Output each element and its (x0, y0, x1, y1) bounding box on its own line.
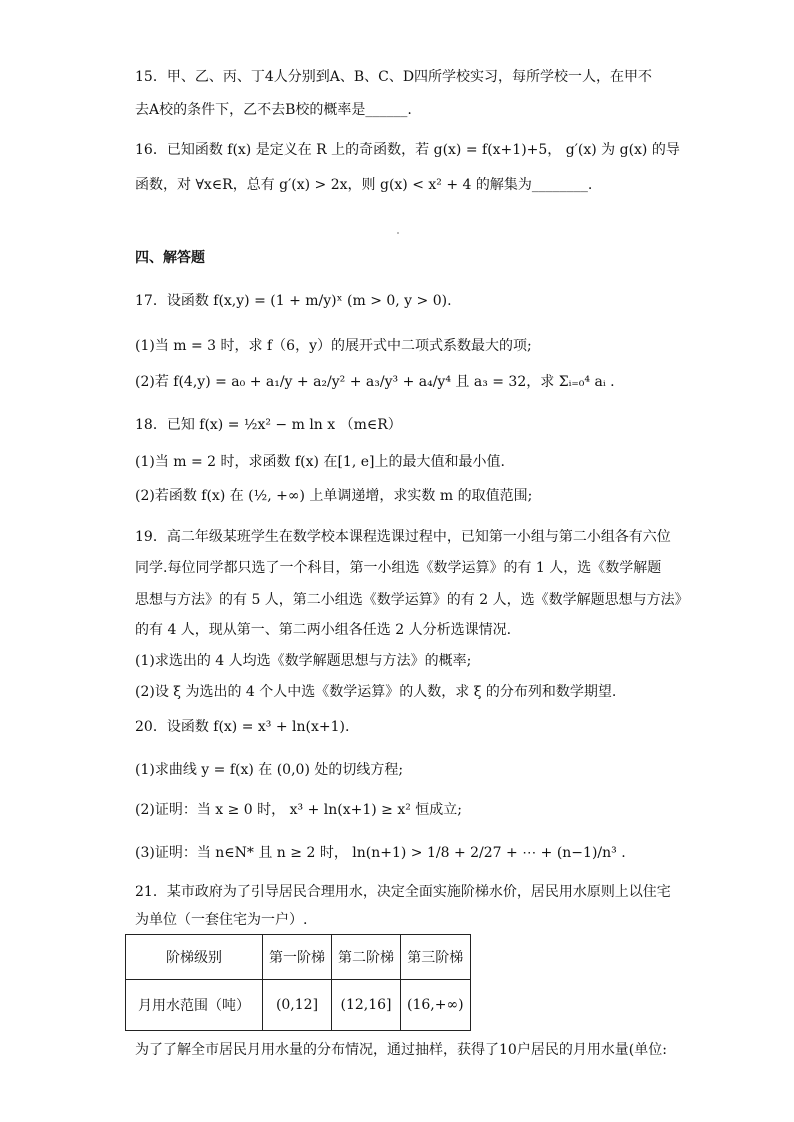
q18-part-2: (2)若函数 f(x) 在 (½, +∞) 上单调递增，求实数 m 的取值范围; (135, 488, 533, 504)
table-header-cell: 阶梯级别 (126, 935, 263, 980)
table-header-cell: 第一阶梯 (263, 935, 332, 980)
q21-line-2: 为单位（一套住宅为一户）. (135, 912, 308, 928)
table-header-cell: 第三阶梯 (401, 935, 471, 980)
q17-part-2: (2)若 f(4,y) = a₀ + a₁/y + a₂/y² + a₃/y³ + a₄/y⁴ 且 a₃ = 32，求 Σᵢ₌₀⁴ aᵢ . (135, 374, 615, 390)
q19-line-1: 19．高二年级某班学生在数学校本课程选课过程中，已知第一小组与第二小组各有六位 (135, 529, 671, 545)
q20-part-3: (3)证明：当 n∈N* 且 n ≥ 2 时， ln(n+1) > 1/8 + 2/27 + ⋯ + (n−1)/n³ . (135, 845, 626, 861)
q18-part-1: (1)当 m = 2 时，求函数 f(x) 在[1, e]上的最大值和最小值. (135, 454, 505, 470)
table-cell: (0,12] (263, 980, 332, 1031)
q17-part-1: (1)当 m = 3 时，求 f（6，y）的展开式中二项式系数最大的项; (135, 338, 532, 354)
table-row (126, 980, 471, 1031)
q16-line-2: 函数，对 ∀x∈R，总有 g′(x) > 2x，则 g(x) < x² + 4 的解集为________. (135, 177, 593, 193)
q19-part-2: (2)设 ξ 为选出的 4 个人中选《数学运算》的人数，求 ξ 的分布列和数学期望. (135, 684, 617, 700)
table-header-cell: 第二阶梯 (332, 935, 401, 980)
q19-part-1: (1)求选出的 4 人均选《数学解题思想与方法》的概率; (135, 653, 472, 669)
q17-stem: 17．设函数 f(x,y) = (1 + m/y)ˣ (m > 0, y > 0). (135, 293, 452, 309)
q15-line-1: 15．甲、乙、丙、丁4人分别到A、B、C、D四所学校实习，每所学校一人，在甲不 (135, 69, 653, 85)
q16-line-1: 16．已知函数 f(x) 是定义在 R 上的奇函数，若 g(x) = f(x+1)+5， g′(x) 为 g(x) 的导 (135, 142, 680, 158)
q19-line-4: 的有 4 人，现从第一、第二两小组各任选 2 人分析选课情况. (135, 622, 512, 638)
table-cell: (12,16] (332, 980, 401, 1031)
water-price-table (125, 934, 471, 1031)
stray-dot (397, 232, 399, 234)
q21-line-3: 为了了解全市居民月用水量的分布情况，通过抽样，获得了10户居民的月用水量(单位: (135, 1042, 667, 1058)
table-header-row (126, 935, 471, 980)
q19-line-2: 同学.每位同学都只选了一个科目，第一小组选《数学运算》的有 1 人，选《数学解题 (135, 560, 662, 576)
table-cell: (16,+∞) (401, 980, 471, 1031)
section-heading: 四、解答题 (135, 250, 205, 266)
table-cell: 月用水范围（吨） (126, 980, 263, 1031)
q15-line-2: 去A校的条件下，乙不去B校的概率是______. (135, 102, 412, 118)
q20-part-1: (1)求曲线 y = f(x) 在 (0,0) 处的切线方程; (135, 762, 404, 778)
q20-part-2: (2)证明：当 x ≥ 0 时， x³ + ln(x+1) ≥ x² 恒成立; (135, 802, 463, 818)
q19-line-3: 思想与方法》的有 5 人，第二小组选《数学运算》的有 2 人，选《数学解题思想与方法》 (135, 592, 689, 608)
q21-line-1: 21．某市政府为了引导居民合理用水，决定全面实施阶梯水价，居民用水原则上以住宅 (135, 884, 671, 900)
q18-stem: 18．已知 f(x) = ½x² − m ln x （m∈R） (135, 417, 402, 433)
q20-stem: 20．设函数 f(x) = x³ + ln(x+1). (135, 719, 350, 735)
